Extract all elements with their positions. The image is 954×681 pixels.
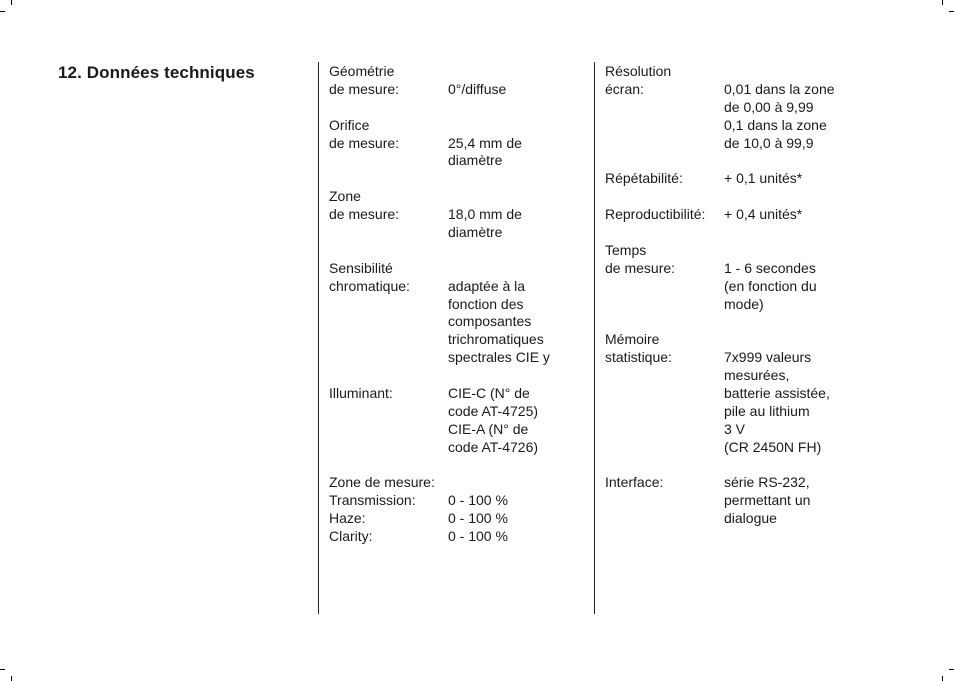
spec-value: (en fonction du bbox=[724, 277, 817, 294]
spec-label: Clarity: bbox=[329, 528, 373, 545]
spec-line bbox=[329, 135, 569, 153]
spec-entry bbox=[329, 117, 569, 171]
spec-value: + 0,4 unités* bbox=[724, 206, 803, 223]
spec-value: fonction des bbox=[448, 295, 524, 312]
spec-label: Reproductibilité: bbox=[605, 206, 706, 223]
spec-value: (CR 2450N FH) bbox=[724, 438, 822, 455]
crop-mark-bl-v bbox=[11, 676, 12, 681]
spec-label bbox=[605, 135, 724, 153]
spec-label: statistique: bbox=[605, 349, 672, 366]
spec-value: 0 - 100 % bbox=[448, 510, 508, 527]
spec-line bbox=[605, 492, 865, 510]
spec-line bbox=[605, 242, 865, 260]
spec-line bbox=[329, 385, 569, 403]
spec-label: écran: bbox=[605, 80, 644, 97]
spec-line bbox=[605, 510, 865, 528]
spec-line bbox=[605, 63, 865, 81]
spec-line bbox=[329, 117, 569, 135]
spec-line bbox=[329, 188, 569, 206]
spec-value: série RS-232, bbox=[724, 474, 810, 491]
spec-entry bbox=[329, 63, 569, 99]
spec-entry bbox=[605, 242, 865, 314]
spec-line bbox=[329, 152, 569, 170]
spec-label: Transmission: bbox=[329, 492, 416, 509]
spec-value: 0 - 100 % bbox=[448, 528, 508, 545]
spec-line bbox=[329, 81, 569, 99]
spec-line bbox=[329, 403, 569, 421]
spec-label bbox=[605, 385, 724, 403]
spec-value: 7x999 valeurs bbox=[724, 349, 812, 366]
spec-label bbox=[329, 349, 448, 367]
spec-label bbox=[605, 117, 724, 135]
spec-entry bbox=[329, 474, 569, 546]
spec-line bbox=[605, 260, 865, 278]
spec-line bbox=[329, 349, 569, 367]
spec-value: code AT-4725) bbox=[448, 402, 539, 419]
spec-entry bbox=[329, 385, 569, 457]
specs-column-left bbox=[329, 63, 569, 564]
spec-label bbox=[329, 421, 448, 439]
spec-line bbox=[605, 170, 865, 188]
crop-mark-tl-v bbox=[11, 0, 12, 5]
spec-value: + 0,1 unités* bbox=[724, 170, 803, 187]
spec-line bbox=[605, 331, 865, 349]
spec-label: Résolution bbox=[605, 63, 672, 79]
spec-value: 3 V bbox=[724, 420, 746, 437]
spec-entry bbox=[605, 474, 865, 528]
spec-entry bbox=[329, 188, 569, 242]
spec-line bbox=[605, 367, 865, 385]
spec-line bbox=[329, 296, 569, 314]
crop-mark-br-h bbox=[949, 669, 954, 670]
spec-line bbox=[605, 99, 865, 117]
spec-line bbox=[329, 474, 569, 492]
spec-value: batterie assistée, bbox=[724, 385, 830, 402]
spec-label bbox=[605, 421, 724, 439]
spec-value: 18,0 mm de bbox=[448, 206, 522, 223]
spec-value: de 0,00 à 9,99 bbox=[724, 98, 814, 115]
spec-line bbox=[605, 474, 865, 492]
spec-line bbox=[605, 403, 865, 421]
spec-label: Interface: bbox=[605, 474, 664, 491]
spec-value: mesurées, bbox=[724, 367, 790, 384]
spec-value: pile au lithium bbox=[724, 402, 810, 419]
spec-value: 0 - 100 % bbox=[448, 492, 508, 509]
spec-line bbox=[329, 331, 569, 349]
spec-label bbox=[605, 278, 724, 296]
spec-label: Zone de mesure: bbox=[329, 474, 435, 491]
crop-mark-tr-v bbox=[942, 0, 943, 5]
spec-label bbox=[605, 296, 724, 314]
spec-value: CIE-A (N° de bbox=[448, 420, 529, 437]
spec-line bbox=[605, 117, 865, 135]
spec-value: trichromatiques bbox=[448, 331, 544, 348]
spec-value: diamètre bbox=[448, 152, 503, 169]
spec-label bbox=[329, 152, 448, 170]
spec-value: mode) bbox=[724, 295, 764, 312]
spec-line bbox=[329, 528, 569, 546]
spec-label: Haze: bbox=[329, 510, 366, 527]
spec-label: Temps bbox=[605, 241, 647, 258]
spec-line bbox=[605, 385, 865, 403]
spec-label bbox=[605, 439, 724, 457]
spec-value: de 10,0 à 99,9 bbox=[724, 134, 814, 151]
spec-line bbox=[329, 439, 569, 457]
spec-label bbox=[329, 403, 448, 421]
spec-value: 0°/diffuse bbox=[448, 80, 507, 97]
spec-label bbox=[605, 99, 724, 117]
crop-mark-bl-h bbox=[0, 669, 5, 670]
spec-line bbox=[605, 296, 865, 314]
spec-label bbox=[329, 224, 448, 242]
spec-label: Zone bbox=[329, 188, 361, 205]
page-title: 12. Données techniques bbox=[58, 63, 255, 82]
spec-label: Sensibilité bbox=[329, 259, 393, 276]
specs-column-right bbox=[605, 63, 865, 546]
spec-value: 0,01 dans la zone bbox=[724, 80, 835, 97]
spec-label: Mémoire bbox=[605, 331, 660, 348]
spec-label: de mesure: bbox=[329, 134, 400, 151]
spec-label bbox=[605, 367, 724, 385]
spec-line bbox=[329, 63, 569, 81]
spec-line bbox=[605, 421, 865, 439]
spec-value: 1 - 6 secondes bbox=[724, 259, 816, 276]
spec-line bbox=[329, 278, 569, 296]
spec-value: diamètre bbox=[448, 224, 503, 241]
spec-value: adaptée à la bbox=[448, 277, 526, 294]
spec-value: CIE-C (N° de bbox=[448, 385, 530, 402]
crop-mark-tl-h bbox=[0, 11, 5, 12]
crop-mark-br-v bbox=[942, 676, 943, 681]
spec-label bbox=[605, 510, 724, 528]
spec-line bbox=[329, 492, 569, 510]
spec-line bbox=[605, 135, 865, 153]
spec-line bbox=[605, 206, 865, 224]
spec-line bbox=[605, 349, 865, 367]
spec-label bbox=[329, 331, 448, 349]
spec-line bbox=[605, 81, 865, 99]
spec-entry bbox=[605, 331, 865, 456]
spec-line bbox=[329, 206, 569, 224]
spec-value: 25,4 mm de bbox=[448, 134, 522, 151]
spec-label: Géométrie bbox=[329, 63, 395, 79]
spec-value: 0,1 dans la zone bbox=[724, 116, 827, 133]
spec-label: Illuminant: bbox=[329, 385, 393, 402]
spec-label bbox=[605, 403, 724, 421]
spec-entry bbox=[605, 170, 865, 188]
spec-entry bbox=[605, 206, 865, 224]
spec-label bbox=[329, 296, 448, 314]
spec-label bbox=[605, 492, 724, 510]
spec-value: dialogue bbox=[724, 510, 777, 527]
spec-entry bbox=[605, 63, 865, 152]
spec-line bbox=[329, 313, 569, 331]
spec-line bbox=[605, 278, 865, 296]
crop-mark-tr-h bbox=[949, 11, 954, 12]
spec-line bbox=[329, 224, 569, 242]
spec-label: de mesure: bbox=[329, 206, 400, 223]
spec-label: de mesure: bbox=[605, 259, 676, 276]
spec-label: Orifice bbox=[329, 116, 370, 133]
spec-line bbox=[605, 439, 865, 457]
column-divider-left bbox=[318, 62, 319, 614]
spec-label: Répétabilité: bbox=[605, 170, 683, 187]
spec-value: composantes bbox=[448, 313, 532, 330]
spec-label: chromatique: bbox=[329, 277, 410, 294]
spec-label bbox=[329, 439, 448, 457]
spec-value: code AT-4726) bbox=[448, 438, 539, 455]
spec-entry bbox=[329, 260, 569, 367]
spec-line bbox=[329, 260, 569, 278]
spec-line bbox=[329, 421, 569, 439]
spec-value: spectrales CIE y bbox=[448, 349, 550, 366]
spec-label bbox=[329, 313, 448, 331]
spec-label: de mesure: bbox=[329, 80, 400, 97]
spec-line bbox=[329, 510, 569, 528]
column-divider-right bbox=[594, 62, 595, 614]
spec-value: permettant un bbox=[724, 492, 811, 509]
